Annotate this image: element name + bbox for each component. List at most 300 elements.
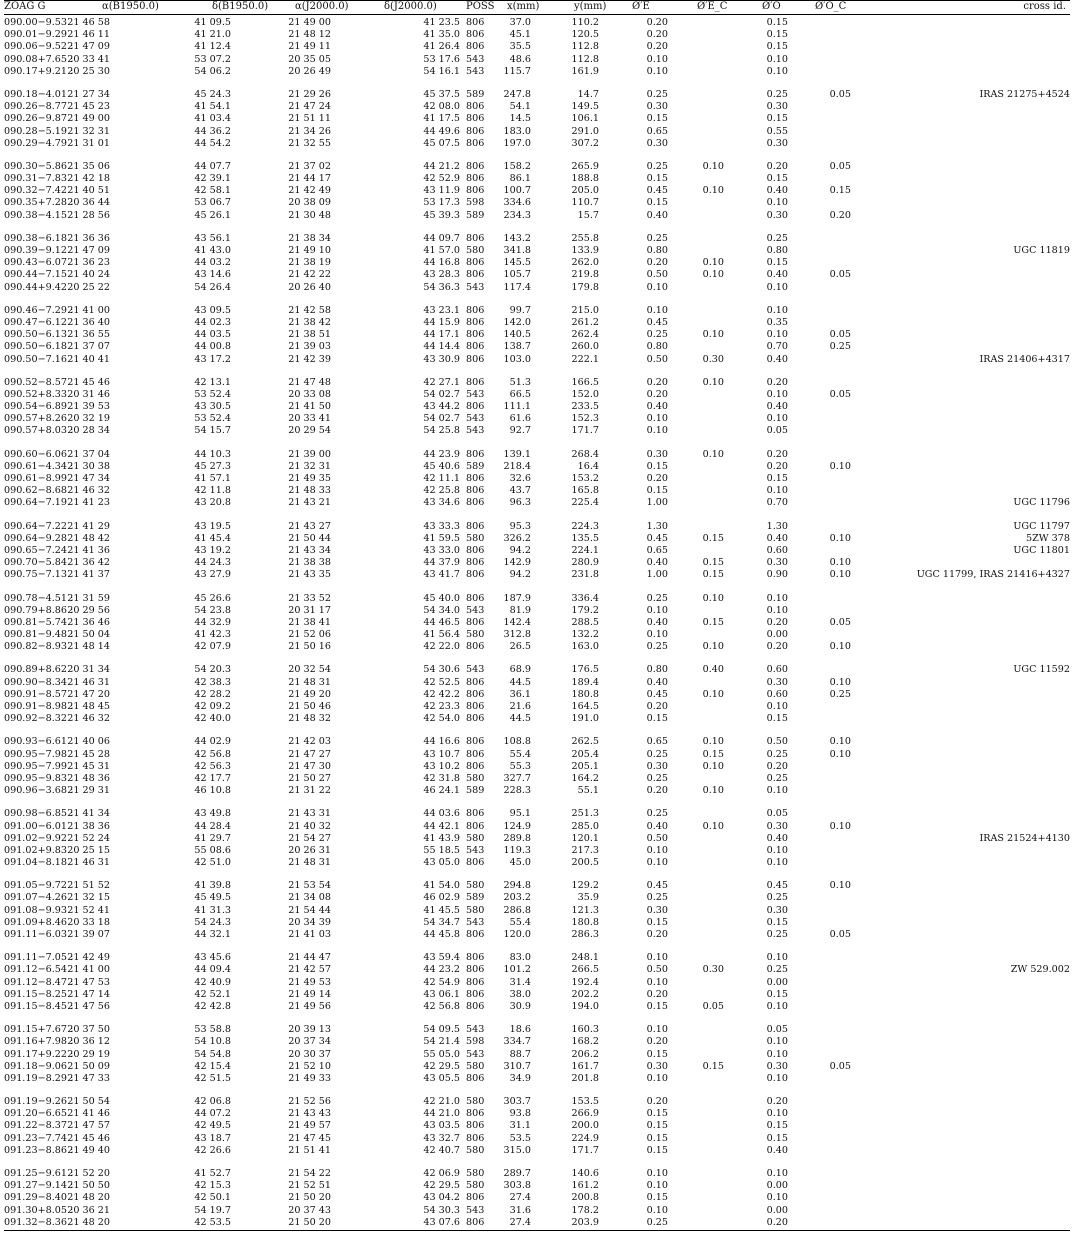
table-row (4, 101, 1070, 113)
cell-dec-b1950: 41 43.0 (194, 245, 231, 256)
cell-dec-b1950: 42 06.8 (194, 1096, 231, 1108)
cell-ra-b1950: 21 40 24 (67, 269, 110, 281)
table-row (4, 964, 1070, 976)
cell-zoag-g: 091.23−7.74 (4, 1132, 67, 1144)
cell-dec-b1950: 42 51.0 (194, 857, 231, 869)
cell-cross-id: IRAS 21275+4524 (979, 88, 1070, 100)
cell-diam-e: 0.80 (646, 245, 668, 256)
cell-dec-b1950: 54 24.3 (194, 916, 231, 928)
cell-diam-o: 0.15 (766, 988, 788, 1000)
cell-cross-id: IRAS 21524+4130 (979, 832, 1070, 844)
cell-dec-b1950: 44 00.8 (194, 341, 231, 353)
cell-ra-b1950: 21 51 52 (67, 880, 110, 892)
cell-diam-o: 0.10 (766, 1048, 788, 1060)
cell-poss: 580 (466, 904, 485, 916)
cell-dec-j2000: 43 32.7 (423, 1132, 460, 1144)
cell-diam-ec: 0.15 (702, 532, 724, 544)
cell-diam-e: 0.20 (646, 388, 668, 400)
cell-ra-b1950: 21 40 51 (67, 185, 110, 197)
cell-dec-b1950: 45 24.3 (194, 88, 231, 100)
header-diam-e: Ø′E (632, 1, 650, 12)
cell-diam-e: 0.20 (646, 257, 668, 269)
cell-x-mm: 48.6 (509, 53, 531, 65)
cell-zoag-g: 090.50−6.18 (4, 341, 67, 353)
cell-poss: 806 (466, 137, 485, 149)
cell-dec-j2000: 44 23.9 (423, 448, 460, 460)
cell-poss: 806 (466, 341, 485, 353)
cell-diam-o: 0.20 (766, 1216, 788, 1228)
cell-diam-e: 0.15 (646, 1192, 668, 1204)
cell-x-mm: 61.6 (509, 413, 531, 425)
cell-zoag-g: 091.20−6.65 (4, 1108, 67, 1120)
table-row (4, 892, 1070, 904)
cell-zoag-g: 090.01−9.29 (4, 29, 67, 41)
cell-diam-o: 0.15 (766, 41, 788, 53)
cell-y-mm: 112.8 (571, 53, 599, 65)
cell-diam-e: 0.45 (646, 688, 668, 700)
cell-y-mm: 161.9 (571, 65, 599, 77)
cell-diam-oc: 0.15 (829, 185, 851, 197)
cell-diam-oc: 0.25 (829, 341, 851, 353)
cell-diam-o: 0.10 (766, 1108, 788, 1120)
table-row (4, 354, 1070, 366)
cell-y-mm: 179.2 (571, 604, 599, 616)
cell-ra-b1950: 21 38 36 (67, 820, 110, 832)
table-row (4, 305, 1070, 317)
cell-dec-j2000: 55 18.5 (423, 844, 460, 856)
cell-poss: 598 (466, 1036, 485, 1048)
cell-y-mm: 205.1 (571, 760, 599, 772)
cell-x-mm: 31.4 (509, 976, 531, 988)
cell-x-mm: 38.0 (509, 988, 531, 1000)
cell-poss: 806 (466, 376, 485, 388)
cell-y-mm: 285.0 (571, 820, 599, 832)
header-x-mm: x(mm) (507, 1, 540, 12)
cell-dec-b1950: 41 31.3 (194, 904, 231, 916)
cell-dec-b1950: 55 08.6 (194, 844, 231, 856)
cell-ra-b1950: 21 48 20 (67, 1216, 110, 1228)
cell-zoag-g: 090.64−7.22 (4, 520, 67, 532)
cell-diam-oc: 0.05 (829, 1060, 851, 1072)
cell-diam-o: 0.90 (766, 569, 788, 581)
cell-x-mm: 108.8 (503, 736, 531, 748)
cell-zoag-g: 090.57+8.03 : (4, 425, 74, 437)
cell-zoag-g: 091.11−7.05 : (4, 952, 74, 964)
cell-ra-b1950: 21 41 37 (67, 569, 110, 581)
cell-poss: 806 (466, 808, 485, 820)
cell-ra-j2000: 20 31 17 (288, 604, 331, 616)
cell-dec-j2000: 42 21.0 (423, 1096, 460, 1108)
cell-diam-e: 0.25 (646, 892, 668, 904)
cell-poss: 806 (466, 557, 485, 569)
cell-diam-o: 0.20 (766, 460, 788, 472)
cell-zoag-g: 090.89+8.62 (4, 664, 67, 676)
cell-ra-b1950: 20 29 19 (67, 1048, 110, 1060)
cell-diam-e: 0.15 (646, 1120, 668, 1132)
cell-x-mm: 142.9 (503, 557, 531, 569)
cell-x-mm: 95.3 (509, 520, 531, 532)
cell-dec-b1950: 46 10.8 (194, 785, 231, 797)
cell-diam-e: 0.25 (646, 592, 668, 604)
cell-ra-j2000: 21 52 06 (288, 629, 331, 641)
cell-diam-o: 0.10 (766, 304, 788, 316)
cell-zoag-g: 090.64−9.28 (4, 532, 67, 544)
cell-ra-b1950: 21 47 09 (67, 41, 110, 53)
cell-y-mm: 266.9 (571, 1108, 599, 1120)
cell-y-mm: 35.9 (577, 892, 599, 904)
table-row (4, 89, 1070, 101)
cell-ra-j2000: 21 49 33 (288, 1072, 331, 1084)
cell-poss: 543 (466, 1204, 485, 1216)
table-row (4, 233, 1070, 245)
table-row (4, 1049, 1070, 1061)
cell-x-mm: 119.3 (503, 844, 531, 856)
cell-diam-o: 0.20 (766, 616, 788, 628)
cell-x-mm: 83.0 (509, 952, 531, 964)
cell-y-mm: 191.0 (571, 713, 599, 725)
cell-dec-b1950: 54 15.7 (194, 425, 231, 437)
cell-ra-j2000: 21 40 32 (288, 820, 331, 832)
cell-x-mm: 55.3 (509, 760, 531, 772)
cell-y-mm: 152.3 (571, 413, 599, 425)
cell-diam-e: 0.10 (646, 53, 668, 65)
cell-ra-j2000: 21 52 51 (288, 1180, 331, 1192)
cell-zoag-g: 090.31−7.83 (4, 173, 67, 185)
cell-dec-b1950: 41 39.8 (194, 880, 231, 892)
cell-dec-b1950: 43 19.5 (194, 520, 231, 532)
cell-ra-b1950: 21 36 40 (67, 316, 110, 328)
cell-diam-o: 0.60 (766, 544, 788, 556)
cell-y-mm: 161.7 (571, 1060, 599, 1072)
cell-x-mm: 45.0 (509, 857, 531, 869)
cell-diam-e: 0.20 (646, 988, 668, 1000)
header-y-mm: y(mm) (574, 1, 607, 12)
cell-y-mm: 201.8 (571, 1072, 599, 1084)
cell-dec-b1950: 44 09.4 (194, 964, 231, 976)
table-row (4, 282, 1070, 294)
table-row (4, 677, 1070, 689)
cell-diam-e: 0.20 (646, 1036, 668, 1048)
cell-ra-b1950: 21 45 46 (67, 1132, 110, 1144)
cell-poss: 806 (466, 520, 485, 532)
cell-dec-j2000: 42 23.3 (423, 701, 460, 712)
cell-poss: 806 (466, 760, 485, 772)
cell-dec-j2000: 43 33.3 (423, 520, 460, 532)
cell-x-mm: 303.7 (503, 1096, 531, 1108)
cell-poss: 589 (466, 209, 485, 221)
table-row (4, 808, 1070, 820)
cell-diam-o: 0.40 (766, 269, 788, 281)
row-group (4, 593, 1070, 654)
cell-dec-b1950: 43 19.2 (194, 544, 231, 556)
cell-dec-j2000: 45 39.3 (423, 209, 460, 221)
cell-dec-j2000: 46 02.9 (423, 892, 460, 904)
cell-diam-o: 0.25 (766, 892, 788, 904)
cell-poss: 580 (466, 832, 485, 844)
cell-diam-o: 0.25 (766, 232, 788, 244)
header-ra-j2000: α(J2000.0) (295, 1, 349, 12)
cell-y-mm: 163.0 (571, 641, 599, 653)
cell-poss: 806 (466, 820, 485, 832)
cell-ra-j2000: 21 43 27 (288, 520, 331, 532)
table-row (4, 629, 1070, 641)
cell-x-mm: 197.0 (503, 137, 531, 149)
cell-cross-id: ZW 529.002 (1010, 964, 1070, 976)
cell-diam-ec: 0.10 (702, 160, 724, 172)
cell-dec-j2000: 45 40.0 (423, 592, 460, 604)
cell-x-mm: 18.6 (509, 1024, 531, 1036)
cell-zoag-g: 090.17+9.21 : (4, 65, 74, 77)
cell-ra-b1950: 21 47 20 (67, 688, 110, 700)
table-row (4, 1024, 1070, 1036)
cell-dec-b1950: 54 26.4 (194, 281, 231, 293)
cell-x-mm: 139.1 (503, 448, 531, 460)
cell-dec-b1950: 43 30.5 (194, 401, 231, 413)
cell-ra-j2000: 21 44 47 (288, 952, 331, 964)
cell-zoag-g: 091.18−9.06 (4, 1060, 67, 1072)
cell-diam-o: 1.30 (766, 520, 788, 532)
cell-ra-b1950: 20 25 15 (67, 844, 110, 856)
cell-y-mm: 153.2 (571, 473, 599, 484)
cell-cross-id: UGC 11799, IRAS 21416+4327 (916, 569, 1070, 581)
table-row (4, 377, 1070, 389)
table-row (4, 1180, 1070, 1192)
cell-zoag-g: 091.29−8.40 (4, 1192, 67, 1204)
cell-poss: 806 (466, 125, 485, 137)
cell-diam-e: 0.15 (646, 173, 668, 185)
row-group (4, 17, 1070, 78)
cell-zoag-g: 091.07−4.26 (4, 892, 67, 904)
cell-dec-j2000: 43 11.9 (423, 185, 460, 197)
table-row (4, 1061, 1070, 1073)
cell-zoag-g: 090.61−8.99 (4, 473, 67, 484)
cell-dec-j2000: 54 30.3 (423, 1204, 460, 1216)
cell-dec-b1950: 54 19.7 (194, 1204, 231, 1216)
cell-zoag-g: 090.65−7.24 (4, 544, 67, 556)
cell-y-mm: 110.2 (571, 17, 599, 28)
cell-dec-b1950: 41 45.4 (194, 532, 231, 544)
cell-x-mm: 35.5 (509, 41, 531, 53)
cell-diam-o: 0.10 (766, 197, 788, 209)
cell-diam-o: 0.10 (766, 485, 788, 497)
cell-diam-ec: 0.10 (702, 185, 724, 197)
table-row (4, 185, 1070, 197)
cell-zoag-g: 090.95−9.83 (4, 772, 67, 784)
cell-x-mm: 66.5 (509, 388, 531, 400)
cell-dec-b1950: 54 06.2 (194, 65, 231, 77)
cell-ra-b1950: 21 29 31 (67, 785, 110, 797)
cell-y-mm: 224.9 (571, 1132, 599, 1144)
cell-x-mm: 289.8 (503, 832, 531, 844)
cell-dec-j2000: 41 23.5 (423, 17, 460, 28)
cell-diam-o: 0.30 (766, 557, 788, 569)
cell-dec-j2000: 44 15.9 (423, 316, 460, 328)
cell-zoag-g: 091.19−9.26 (4, 1096, 67, 1108)
cell-dec-b1950: 44 36.2 (194, 125, 231, 137)
table-row (4, 785, 1070, 797)
cell-x-mm: 45.1 (509, 29, 531, 41)
cell-y-mm: 160.3 (571, 1024, 599, 1036)
cell-zoag-g: 091.05−9.72 (4, 880, 67, 892)
cell-y-mm: 16.4 (577, 460, 599, 472)
cell-poss: 806 (466, 641, 485, 653)
cell-ra-b1950: 21 48 36 (67, 772, 110, 784)
cell-ra-b1950: 21 36 23 (67, 257, 110, 269)
cell-diam-e: 0.25 (646, 772, 668, 784)
cell-ra-j2000: 20 29 54 (288, 425, 331, 437)
cell-poss: 543 (466, 65, 485, 77)
cell-y-mm: 153.5 (571, 1096, 599, 1108)
cell-diam-ec: 0.05 (702, 1000, 724, 1012)
cell-dec-b1950: 42 07.9 (194, 641, 231, 653)
table-row (4, 1001, 1070, 1013)
cell-y-mm: 222.1 (571, 353, 599, 365)
cell-dec-j2000: 41 57.0 (423, 245, 460, 256)
cell-diam-o: 0.30 (766, 820, 788, 832)
cell-y-mm: 171.7 (571, 425, 599, 437)
cell-y-mm: 262.0 (571, 257, 599, 269)
cell-dec-b1950: 42 15.3 (194, 1180, 231, 1192)
cell-poss: 806 (466, 113, 485, 125)
cell-x-mm: 21.6 (509, 701, 531, 712)
table-bottom-rule (4, 1230, 1070, 1231)
cell-zoag-g: 091.23−8.86 : (4, 1144, 74, 1156)
cell-ra-j2000: 21 51 41 (288, 1144, 331, 1156)
cell-diam-o: 0.15 (766, 713, 788, 725)
cell-dec-j2000: 41 56.4 (423, 629, 460, 641)
cell-dec-j2000: 43 33.0 (423, 544, 460, 556)
cell-dec-b1950: 42 52.1 (194, 988, 231, 1000)
cell-zoag-g: 090.47−6.12 (4, 316, 67, 328)
cell-ra-j2000: 21 42 58 (288, 304, 331, 316)
cell-y-mm: 336.4 (571, 592, 599, 604)
cell-ra-j2000: 21 49 11 (288, 41, 331, 53)
cell-dec-b1950: 54 23.8 (194, 604, 231, 616)
cell-ra-j2000: 21 47 27 (288, 748, 331, 760)
cell-ra-b1950: 21 37 04 (67, 448, 110, 460)
header-ra-b1950: α(B1950.0) (102, 1, 159, 12)
cell-dec-b1950: 43 49.8 (194, 808, 231, 820)
cell-diam-e: 0.80 (646, 341, 668, 353)
row-group (4, 89, 1070, 150)
cell-diam-ec: 0.10 (702, 448, 724, 460)
cell-diam-e: 0.50 (646, 964, 668, 976)
cell-dec-j2000: 44 42.1 (423, 820, 460, 832)
cell-x-mm: 120.0 (503, 929, 531, 940)
cell-diam-e: 0.40 (646, 557, 668, 569)
cell-ra-b1950: 21 42 18 (67, 173, 110, 185)
cell-dec-j2000: 42 56.8 (423, 1000, 460, 1012)
table-row (4, 977, 1070, 989)
cell-x-mm: 81.9 (509, 604, 531, 616)
cell-cross-id: UGC 11796 (1013, 497, 1070, 509)
cell-dec-j2000: 44 14.4 (423, 341, 460, 353)
cell-diam-o: 0.30 (766, 209, 788, 221)
cell-ra-j2000: 21 38 34 (288, 232, 331, 244)
cell-dec-j2000: 43 28.3 (423, 269, 460, 281)
cell-ra-j2000: 21 48 12 (288, 29, 331, 41)
cell-dec-j2000: 54 02.7 (423, 413, 460, 425)
cell-diam-e: 0.20 (646, 929, 668, 940)
cell-x-mm: 115.7 (503, 65, 531, 77)
table-row (4, 989, 1070, 1001)
cell-diam-oc: 0.10 (829, 532, 851, 544)
cell-diam-e: 1.30 (646, 520, 668, 532)
row-group (4, 449, 1070, 510)
table-row (4, 245, 1070, 257)
cell-y-mm: 217.3 (571, 844, 599, 856)
cell-diam-e: 0.15 (646, 713, 668, 725)
cell-ra-b1950: 21 47 34 (67, 473, 110, 484)
cell-dec-b1950: 42 49.5 (194, 1120, 231, 1132)
cell-dec-b1950: 44 03.5 (194, 329, 231, 341)
cell-ra-j2000: 21 38 19 (288, 257, 331, 269)
cell-zoag-g: 091.32−8.36 (4, 1216, 67, 1228)
table-row (4, 210, 1070, 222)
cell-ra-j2000: 21 50 20 (288, 1216, 331, 1228)
cell-diam-e: 0.40 (646, 676, 668, 688)
cell-diam-e: 0.25 (646, 232, 668, 244)
cell-y-mm: 121.3 (571, 904, 599, 916)
cell-x-mm: 310.7 (503, 1060, 531, 1072)
cell-poss: 806 (466, 544, 485, 556)
header-dec-b1950: δ(B1950.0) (212, 1, 269, 12)
cell-dec-b1950: 41 54.1 (194, 101, 231, 113)
cell-zoag-g: 090.35+7.28 : (4, 197, 74, 209)
cell-poss: 589 (466, 460, 485, 472)
cell-x-mm: 183.0 (503, 125, 531, 137)
cell-y-mm: 189.4 (571, 676, 599, 688)
cell-x-mm: 142.4 (503, 616, 531, 628)
cell-ra-b1950: 21 50 09 (67, 1060, 110, 1072)
cell-diam-e: 0.65 (646, 125, 668, 137)
cell-x-mm: 99.7 (509, 304, 531, 316)
table-row (4, 257, 1070, 269)
cell-ra-j2000: 20 26 49 (288, 65, 331, 77)
cell-y-mm: 268.4 (571, 448, 599, 460)
cell-diam-e: 0.15 (646, 197, 668, 209)
cell-ra-b1950: 20 33 41 (67, 53, 110, 65)
cell-diam-e: 0.10 (646, 857, 668, 869)
cell-poss: 806 (466, 676, 485, 688)
cell-poss: 806 (466, 1000, 485, 1012)
cell-y-mm: 280.9 (571, 557, 599, 569)
cell-diam-o: 0.40 (766, 185, 788, 197)
cell-ra-b1950: 21 49 00 (67, 113, 110, 125)
cell-diam-o: 0.30 (766, 137, 788, 149)
cell-diam-o: 0.60 (766, 688, 788, 700)
row-group (4, 952, 1070, 1013)
cell-dec-j2000: 44 21.2 (423, 160, 460, 172)
cell-zoag-g: 090.81−5.74 (4, 616, 67, 628)
cell-dec-b1950: 42 39.1 (194, 173, 231, 185)
cell-dec-b1950: 43 14.6 (194, 269, 231, 281)
cell-diam-oc: 0.05 (829, 616, 851, 628)
cell-cross-id: IRAS 21406+4317 (979, 353, 1070, 365)
cell-y-mm: 178.2 (571, 1204, 599, 1216)
cell-zoag-g: 090.28−5.19 (4, 125, 67, 137)
cell-diam-o: 0.15 (766, 173, 788, 185)
cell-dec-b1950: 44 03.2 (194, 257, 231, 269)
cell-ra-b1950: 21 46 58 (67, 17, 110, 28)
cell-zoag-g: 090.64−7.19 (4, 497, 67, 509)
cell-diam-e: 0.15 (646, 1144, 668, 1156)
cell-y-mm: 215.0 (571, 304, 599, 316)
cell-ra-b1950: 20 29 56 (67, 604, 110, 616)
cell-diam-ec: 0.15 (702, 748, 724, 760)
cell-ra-j2000: 21 49 14 (288, 988, 331, 1000)
cell-poss: 806 (466, 592, 485, 604)
